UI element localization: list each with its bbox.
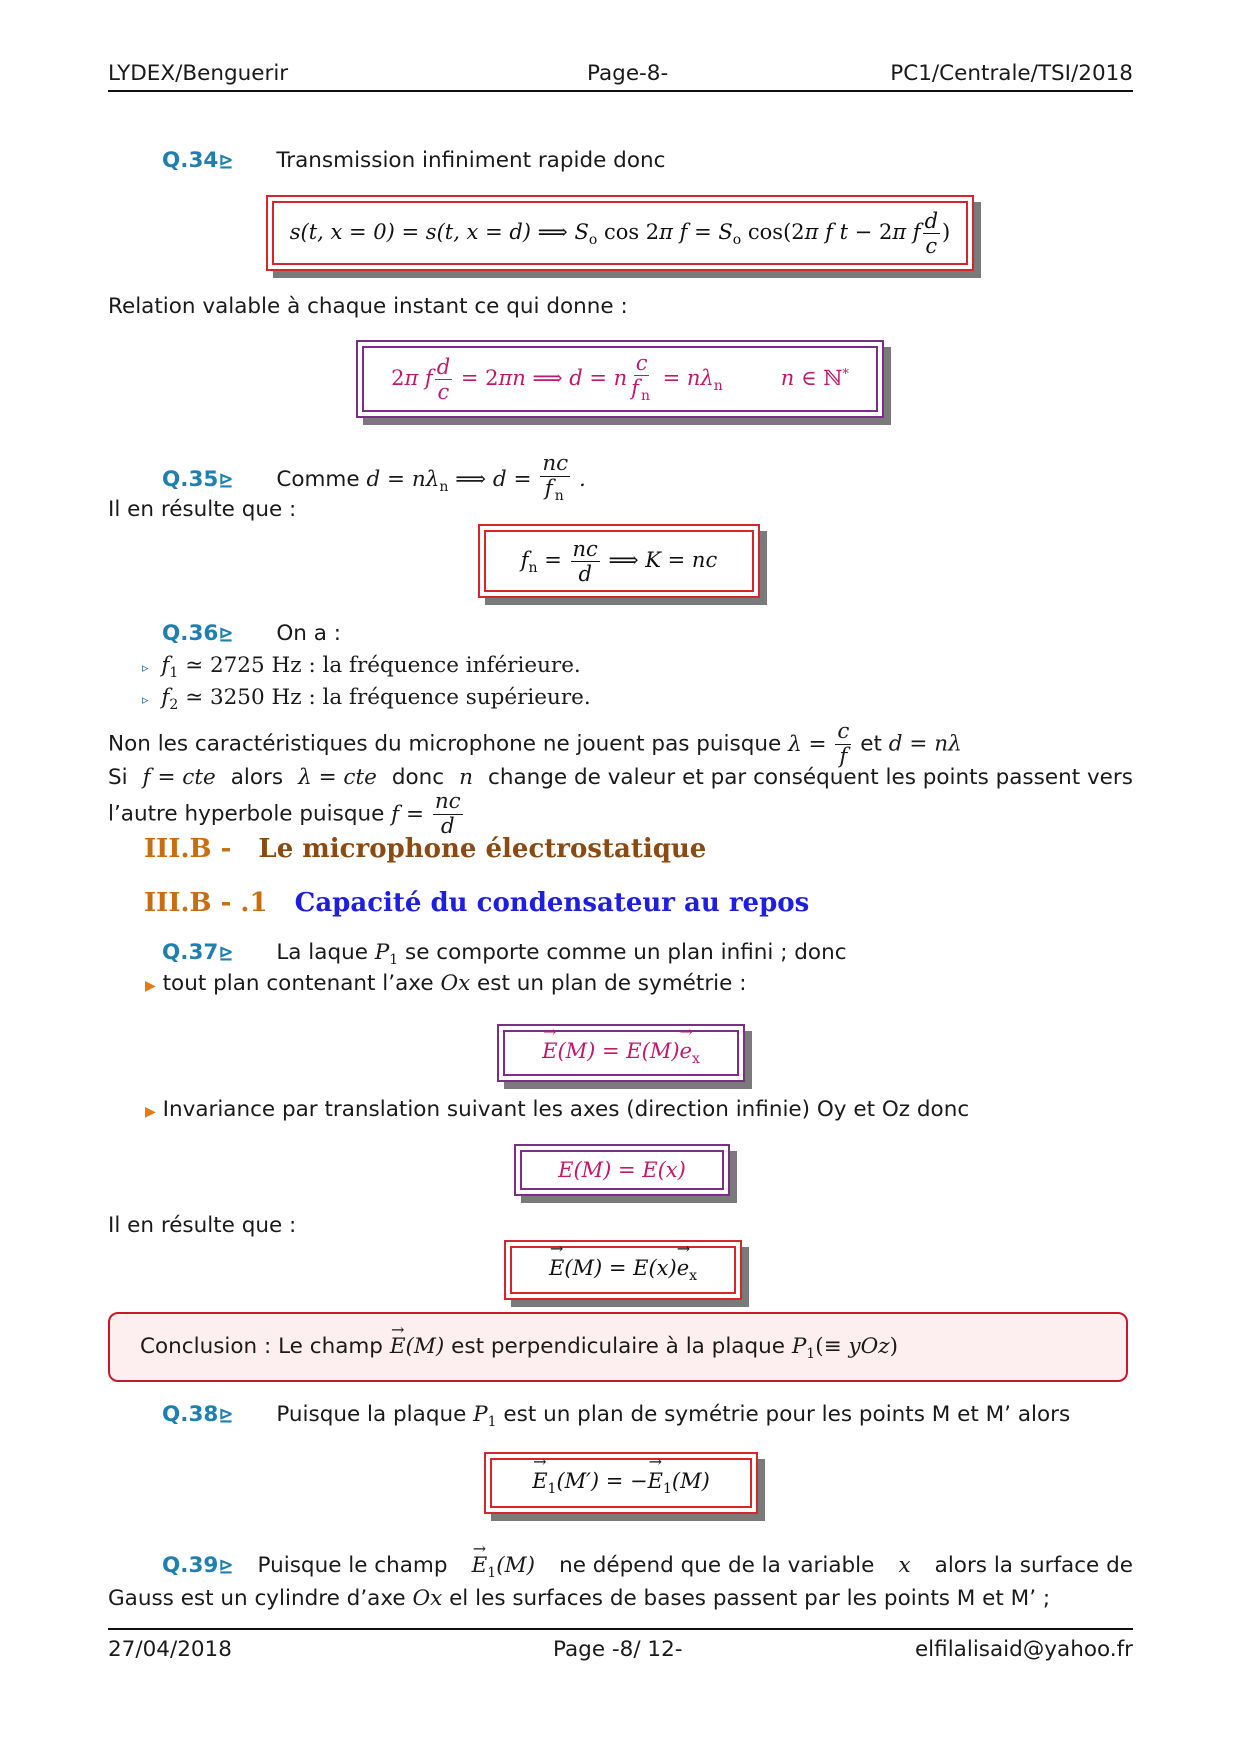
- conclusion-p1: $P_1(\equiv yOz)$: [791, 1334, 898, 1362]
- q37-label: Q.37: [162, 940, 219, 965]
- equation-box-q34: [266, 195, 974, 271]
- equation-e-result: → $E(M) = E(x)\to e_x$: [549, 1256, 697, 1284]
- q37-result-text: Il en résulte que :: [108, 1213, 297, 1238]
- section-title: Le microphone électrostatique: [258, 834, 707, 864]
- footer-left: 27/04/2018: [108, 1637, 232, 1662]
- equation-box-q38: [484, 1452, 758, 1514]
- q36-arrow: ⊵: [218, 624, 234, 645]
- q36-f2-line: [142, 684, 591, 719]
- equation-box-invariance: [514, 1144, 730, 1196]
- q37-bullet1-text: tout plan contenant l’axe: [162, 971, 434, 996]
- header-center: Page-8-: [587, 61, 669, 86]
- header-right: PC1/Centrale/TSI/2018: [890, 61, 1133, 86]
- q36-label: Q.36: [162, 621, 219, 646]
- equation-invariance: E(M) = E(x): [558, 1158, 686, 1182]
- q36-fnc-math: f = $\frac{nc}{d}$: [391, 789, 461, 839]
- q36-lambda-cte: λ = cte: [298, 765, 377, 790]
- f1-math: $f_1$ ≃: [161, 653, 210, 681]
- q39-label: Q.39: [162, 1553, 219, 1578]
- f2-text: : la fréquence supérieure.: [308, 685, 591, 710]
- q35-label: Q.35: [162, 467, 219, 492]
- q34-arrow: ⊵: [218, 151, 234, 172]
- q39-x: x: [898, 1553, 911, 1578]
- q35-text: Comme: [276, 467, 360, 492]
- q34-text: Transmission infiniment rapide donc: [276, 148, 666, 173]
- section-number: III.B -: [144, 834, 232, 864]
- f1-text: : la fréquence inférieure.: [308, 653, 581, 678]
- subsection-heading: [144, 888, 809, 918]
- q38-p1: $P_1$: [473, 1402, 497, 1430]
- q37-bullet2-text: Invariance par translation suivant les axes (direction infinie) Oy et Oz donc: [162, 1097, 970, 1122]
- q39-text-a: Puisque le champ: [257, 1553, 448, 1578]
- q39-line2-text: Gauss est un cylindre d’axe: [108, 1586, 406, 1611]
- conclusion-e: → E(M): [390, 1334, 445, 1359]
- conclusion-line: [140, 1333, 898, 1368]
- q37-bullet2: [145, 1096, 969, 1126]
- conclusion-text-b: est perpendiculaire à la plaque: [451, 1334, 785, 1359]
- q36-non-text: Non les caractéristiques du microphone ne jouent pas puisque: [108, 731, 782, 757]
- q36-hyper-line: [108, 790, 465, 839]
- q36-non-line: [108, 720, 962, 769]
- q39-ox: Ox: [412, 1586, 443, 1611]
- conclusion-text-a: Conclusion : Le champ: [140, 1334, 383, 1359]
- header-rule: [108, 90, 1133, 92]
- q39-line: [162, 1552, 1133, 1587]
- q37-arrow: ⊵: [218, 943, 234, 964]
- q36-alors-text: alors: [230, 765, 284, 790]
- q38-label: Q.38: [162, 1402, 219, 1427]
- q37-text-a: La laque: [276, 940, 368, 965]
- q38-line: [162, 1401, 1070, 1436]
- q39-text-b: ne dépend que de la variable: [559, 1553, 875, 1578]
- q37-bullet1-end: est un plan de symétrie :: [477, 971, 747, 996]
- subsection-number: III.B - .1: [144, 888, 268, 918]
- section-heading: [144, 834, 706, 864]
- bullet-triangle-icon: ▶: [145, 1104, 156, 1120]
- q39-text-c: alors la surface de: [934, 1553, 1133, 1578]
- equation-box-e-result: [504, 1240, 742, 1300]
- f2-value: 3250 Hz: [209, 685, 302, 710]
- q36-line: [162, 620, 341, 649]
- bullet-triangle-icon: ▶: [145, 978, 156, 994]
- q36-change-text: change de valeur et par conséquent les points passent vers: [488, 765, 1133, 790]
- q37-line: [162, 939, 847, 974]
- q39-arrow: ⊵: [218, 1556, 234, 1577]
- q35-math: $d = n\lambda_n$ ⟹ d = $\frac{nc}{f _n}$ .: [366, 451, 586, 504]
- q39-e1: → $E_1(M)$: [472, 1552, 535, 1587]
- q36-donc-text: donc: [391, 765, 445, 790]
- q39-line2: [108, 1585, 1050, 1613]
- bullet-triangle-icon: ▹: [142, 693, 149, 708]
- f1-value: 2725 Hz: [209, 653, 302, 678]
- q36-d-math: d = nλ: [888, 731, 962, 757]
- equation-box-e-field: [497, 1024, 745, 1082]
- bullet-triangle-icon: ▹: [142, 661, 149, 676]
- q37-text-b: se comporte comme un plan infini ; donc: [405, 940, 847, 965]
- footer-right: elfilalisaid@yahoo.fr: [914, 1637, 1133, 1662]
- q36-f-cte: f = cte: [142, 765, 216, 790]
- equation-q35: $f_n$ = $\frac{nc}{d}$ ⟹ K = nc: [520, 536, 718, 586]
- q37-ox: Ox: [440, 971, 471, 996]
- equation-box-relation: [356, 340, 884, 418]
- q36-si-line: [108, 764, 1133, 792]
- equation-box-q35: [478, 524, 760, 598]
- q36-si-text: Si: [108, 765, 128, 790]
- q35-result-text: Il en résulte que :: [108, 497, 297, 522]
- q34-line: [162, 147, 665, 176]
- q37-bullet1: [145, 970, 746, 1000]
- q38-text-a: Puisque la plaque: [276, 1402, 467, 1427]
- q38-arrow: ⊵: [218, 1405, 234, 1426]
- equation-e-field: → $E(M) = E(M)\to e_x$: [542, 1039, 700, 1067]
- q36-text: On a :: [276, 621, 341, 646]
- q38-text-b: est un plan de symétrie pour les points M et M’ alors: [503, 1402, 1071, 1427]
- relation-text: Relation valable à chaque instant ce qui donne :: [108, 294, 628, 319]
- equation-q38: → $E_1(M')$ = −→ $E_1(M)$: [532, 1469, 710, 1497]
- subsection-title: Capacité du condensateur au repos: [294, 888, 810, 918]
- footer-center: Page -8/ 12-: [553, 1637, 683, 1662]
- q36-hyper-text: l’autre hyperbole puisque: [108, 801, 385, 827]
- q35-arrow: ⊵: [218, 470, 234, 491]
- q37-p1: $P_1$: [374, 940, 399, 968]
- q36-f1-line: [142, 652, 581, 687]
- q36-lambda-math: λ = $\frac{c}{f}$: [788, 719, 850, 769]
- equation-q34: s(t, x = 0) = s(t, x = d) ⟹ $S_o$ cos 2π $f = S_o$ cos(2π f t − 2π f $\frac{d}{c}$ ): [289, 208, 951, 258]
- q36-et-text: et: [860, 731, 882, 757]
- q34-label: Q.34: [162, 148, 219, 173]
- q36-n-var: n: [459, 765, 473, 790]
- q39-line2-end: el les surfaces de bases passent par les points M et M’ ;: [449, 1586, 1051, 1611]
- f2-math: $f_2$ ≃: [161, 685, 210, 713]
- equation-relation: 2π f $\frac{d}{c}$ = 2πn ⟹ d = n $\frac{c}{f _n}$ = $n\lambda_n$ n ∈ ℕ*: [391, 350, 849, 404]
- header-left: LYDEX/Benguerir: [108, 61, 289, 86]
- footer-rule: [108, 1628, 1133, 1630]
